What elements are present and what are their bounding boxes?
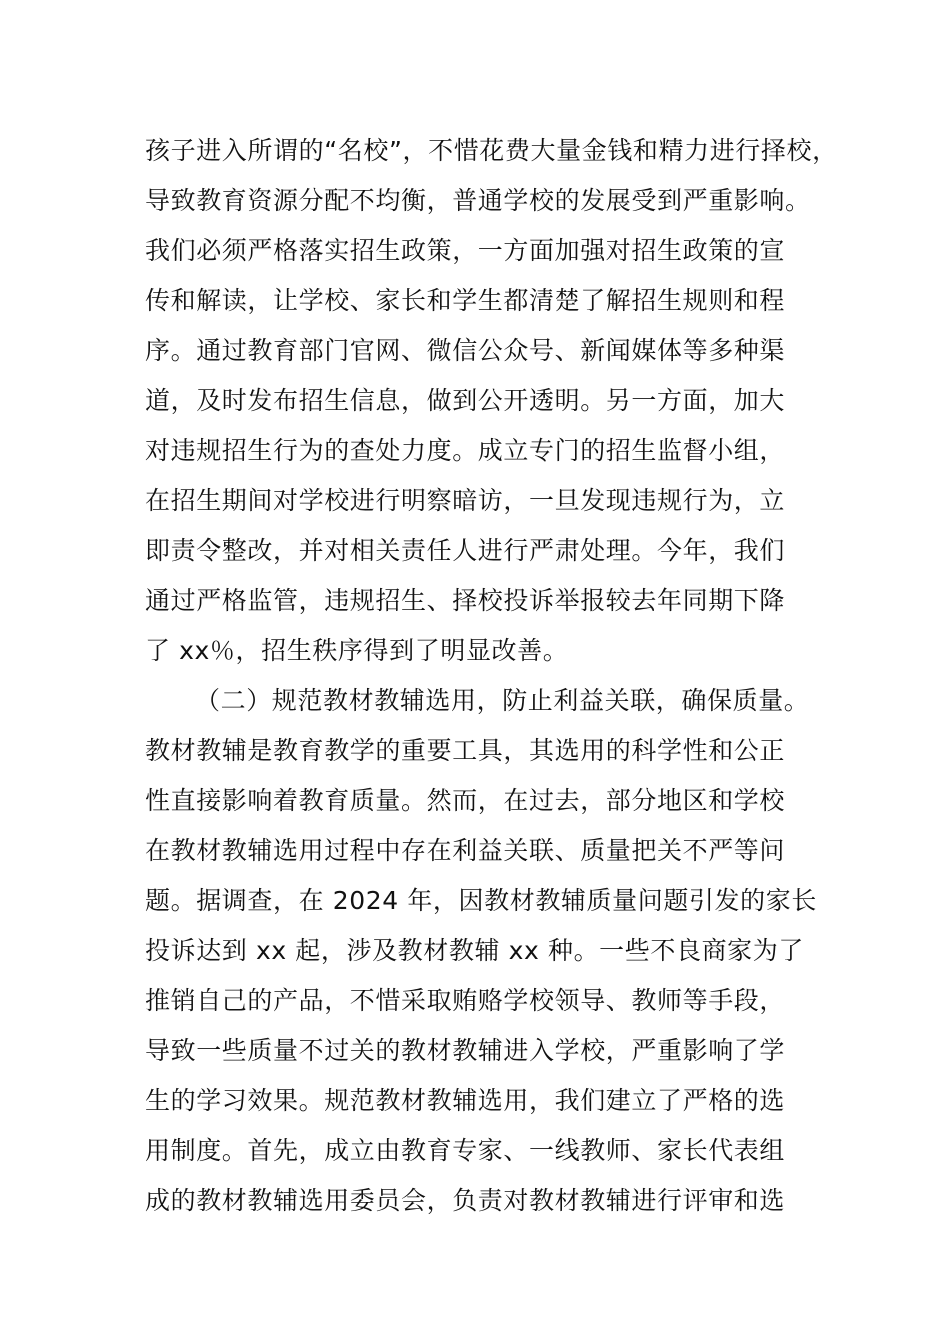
text-line: 了 xx％，招生秩序得到了明显改善。 (145, 636, 569, 665)
text-line: 导致教育资源分配不均衡，普通学校的发展受到严重影响。 (145, 186, 811, 215)
text-line: 推销自己的产品，不惜采取贿赂学校领导、教师等手段， (145, 986, 786, 1015)
text-line: 序。通过教育部门官网、微信公众号、新闻媒体等多种渠 (145, 336, 786, 365)
section-heading: （二）规范教材教辅选用，防止利益关联，确保质量。 (195, 686, 810, 715)
body-text (145, 126, 838, 1226)
text-line: 投诉达到 xx 起，涉及教材教辅 xx 种。一些不良商家为了 (145, 936, 804, 965)
text-line: 在教材教辅选用过程中存在利益关联、质量把关不严等问 (145, 836, 786, 865)
text-line: 教材教辅是教育教学的重要工具，其选用的科学性和公正 (145, 736, 786, 765)
text-line: 生的学习效果。规范教材教辅选用，我们建立了严格的选 (145, 1086, 786, 1115)
text-line: 传和解读，让学校、家长和学生都清楚了解招生规则和程 (145, 286, 786, 315)
text-line: 性直接影响着教育质量。然而，在过去，部分地区和学校 (145, 786, 786, 815)
text-line: 题。据调查，在 2024 年，因教材教辅质量问题引发的家长 (145, 886, 817, 915)
text-line: 成的教材教辅选用委员会，负责对教材教辅进行评审和选 (145, 1186, 786, 1215)
text-line: 在招生期间对学校进行明察暗访，一旦发现违规行为，立 (145, 486, 786, 515)
text-line: 我们必须严格落实招生政策，一方面加强对招生政策的宣 (145, 236, 786, 265)
text-line: 对违规招生行为的查处力度。成立专门的招生监督小组， (145, 436, 786, 465)
text-line: 用制度。首先，成立由教育专家、一线教师、家长代表组 (145, 1136, 786, 1165)
text-line: 即责令整改，并对相关责任人进行严肃处理。今年，我们 (145, 536, 786, 565)
text-line: 孩子进入所谓的“名校”，不惜花费大量金钱和精力进行择校， (145, 136, 838, 165)
text-line: 通过严格监管，违规招生、择校投诉举报较去年同期下降 (145, 586, 786, 615)
text-line: 道，及时发布招生信息，做到公开透明。另一方面，加大 (145, 386, 786, 415)
text-line: 导致一些质量不过关的教材教辅进入学校，严重影响了学 (145, 1036, 786, 1065)
